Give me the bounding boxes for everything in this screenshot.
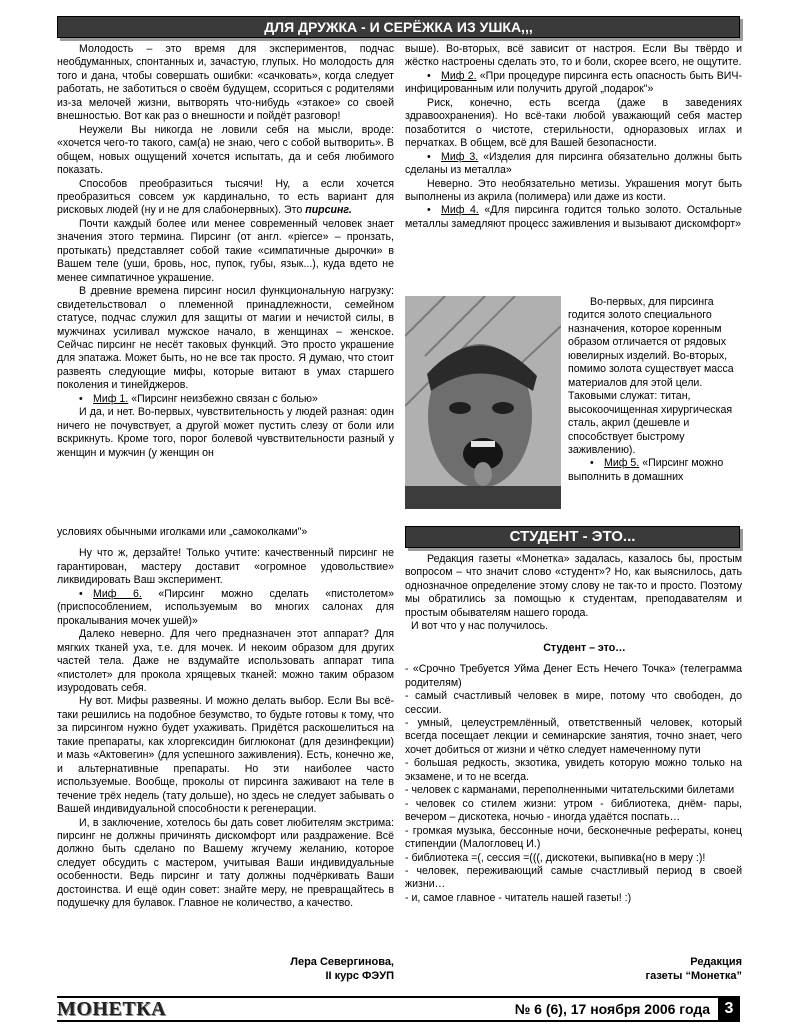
article-title-banner: ДЛЯ ДРУЖКА - И СЕРЁЖКА ИЗ УШКА,,, (57, 16, 740, 38)
list-item: - умный, целеустремлённый, ответственный человек, который всегда посещает лекции и семинарские занятия, точно знает, чего хочет добиться от жизни и чётко следует намеченному пути (405, 716, 742, 756)
list-item: - и, самое главное - читатель нашей газеты! :) (405, 891, 632, 904)
myth-heading: • Миф 3. «Изделия для пирсинга обязательно должны быть сделаны из металла» (405, 150, 742, 177)
myth-heading: • Миф 2. «При процедуре пирсинга есть опасность быть ВИЧ-инфицированным или получить другой „подарок"» (405, 69, 742, 96)
article-photo (405, 296, 561, 509)
paragraph: В древние времена пирсинг носил функциональную нагрузку: свидетельствовал о племенной принадлежности, семейном статусе, подчас служил для защиты от магии и нечистой силы, в мужчинах усиливал мужское начало, в женщинах – женское. Сейчас пирсинг не несёт таковых функций. Это просто украшение для эпатажа. Может быть, но не все так просто. Я думаю, что стоит развеять следующие мифы, которые витают в умах старшего поколения и тинейджеров. (57, 285, 394, 392)
paragraph: И да, и нет. Во-первых, чувствительность у людей разная: один ничего не почувствует, а другой может пустить слезу от боли или вскрикнуть. Кроме того, порог болевой чувствительности разный у женщин и мужчин (у женщин он (57, 406, 394, 459)
bullet-icon: • (590, 457, 594, 470)
issue-info: № 6 (6), 17 ноября 2006 года (514, 1001, 710, 1017)
paragraph: условиях обычными иголками или „самоколками"» (57, 526, 308, 538)
bullet-icon: • (79, 587, 83, 600)
bullet-icon: • (427, 150, 431, 163)
student-section-banner: СТУДЕНТ - ЭТО... (405, 526, 740, 548)
paragraph: Далеко неверно. Для чего предназначен этот аппарат? Для мягких тканей уха, т.е. для мочек. И некоим образом для других частей тела. Даже не вздумайте использовать аппарат типа «пистолет» для прокола хрящевых тканей: можно таким образом изуродовать себя. (57, 628, 394, 694)
photo-image (405, 296, 561, 509)
paragraph: Редакция газеты «Монетка» задалась, казалось бы, простым вопросом – что значит слово «студент»? Но, как выяснилось, дать однозначное определение этому слову не так-то и просто. Поэтому мы обратились за помощью к студентам, преподавателям и простым обывателям нашего города. (405, 553, 742, 619)
paragraph: Неверно. Это необязательно метизы. Украшения могут быть выполнены из акрила (полимера) или даже из кости. (405, 177, 742, 203)
editorial-signature: Редакция газеты “Монетка” (645, 956, 742, 982)
left-column-continued (57, 526, 394, 911)
paragraph: Во-первых, для пирсинга годится золото специального назначения, которое коренным образом отличается от рядовых ювелирных изделий. Во-вторых, помимо золота существует масса материалов для этой цели. Таковыми служат: титан, высокоочищенная хирургическая сталь, акрил (дешевле и способствует быстрому заживлению). (568, 296, 734, 456)
list-item: - библиотека =(, сессия =(((, дискотеки, выпивка(но в меру :)! (405, 851, 706, 864)
right-column (405, 43, 742, 231)
bullet-icon: • (427, 204, 431, 217)
paragraph: Ну вот. Мифы развеяны. И можно делать выбор. Если Вы всё-таки решились на подобное безумство, то будьте готовы к тому, что за пирсингом нужно будет ухаживать. Придётся раскошелиться на такие препараты, как хлоргексидин биглюконат (для дезинфекции) и мазь «Актовегин» (для успешного заживления). Есть, конечно же, и альтернативные препараты. Но эти наиболее часто используемые. Вообще, проколы от пирсинга заживают на теле в течение трёх недель (тату дольше), но здесь не следует забывать о Вашей индивидуальной способности к регенерации. (57, 695, 394, 816)
paragraph: выше). Во-вторых, всё зависит от настроя. Если Вы твёрдо и жёстко настроены сделать это, то и боли, скорее всего, не ощутите. (405, 43, 742, 69)
list-item: - большая редкость, экзотика, увидеть которую можно только на экзамене, и то не всегда. (405, 757, 742, 783)
paragraph: И вот что у нас получилось. (411, 620, 549, 633)
myth-heading: • Миф 6. «Пирсинг можно сделать «пистолетом» (приспособлением, используемым во многих салонах для прокалывания мочек ушей)» (57, 587, 394, 627)
newspaper-logo: МОНЕТКА (57, 998, 167, 1020)
list-item: - человек с карманами, переполненными читательскими билетами (405, 784, 735, 797)
paragraph: Неужели Вы никогда не ловили себя на мысли, вроде: «хочется чего-то такого, сам(а) не знаю, чего с собой вытворить». В общем, новых ощущений хочется испытать, да и себя любимого показать. (57, 123, 394, 177)
paragraph: И, в заключение, хотелось бы дать совет любителям экстрима: пирсинг не должны причинять дискомфорт или раздражение. Всё должно быть сделано по Вашему жгучему желанию, которое следует обсудить с мастером, учитывая Ваши индивидуальные особенности. Ведь пирсинг и тату должны подчёркивать Ваши достоинства. И ещё один совет: знайте меру, не превращайтесь в подушечку для булавок. Главное не количество, а качество. (57, 816, 394, 910)
left-column (57, 43, 394, 460)
author-signature: Лера Севергинова, II курс ФЭУП (290, 956, 394, 982)
myth-heading: • Миф 5. «Пирсинг можно выполнить в домашних (568, 457, 724, 483)
myth-heading: • Миф 1. «Пирсинг неизбежно связан с болью» (79, 392, 318, 405)
right-column-beside-photo (568, 296, 742, 484)
list-item: - громкая музыка, бессонные ночи, бесконечные рефераты, конец стипендии (Малогловец И.) (405, 824, 742, 851)
list-item: - «Срочно Требуется Уйма Денег Есть Нечего Точка» (телеграмма родителям) (405, 663, 742, 689)
page-number: 3 (718, 998, 740, 1020)
myth-heading: • Миф 4. «Для пирсинга годится только золото. Остальные металлы замедляют процесс заживления и вызывают дискомфорт» (405, 204, 742, 230)
student-subtitle: Студент – это… (543, 641, 626, 654)
paragraph: Способов преобразиться тысячи! Ну, а если хочется преобразиться совсем уж кардинально, то есть вариант для рисковых людей (ну и не для слабонервных). Это пирсинг. (57, 177, 394, 217)
list-item: - человек, переживающий самые счастливый период в своей жизни… (405, 864, 742, 891)
student-column (405, 553, 742, 905)
bullet-icon: • (427, 69, 431, 82)
paragraph: Риск, конечно, есть всегда (даже в заведениях здравоохранения). Но всё-таки любой уважающий себя мастер позаботится о чистоте, стерильности, одноразовых иглах и перчатках. В общем, всё для Вашей безопасности. (405, 96, 742, 150)
paragraph: Ну что ж, дерзайте! Только учтите: качественный пирсинг не гарантирован, мастеру доставит «огромное удовольствие» ликвидировать Ваш эксперимент. (57, 547, 394, 587)
page-footer (57, 996, 740, 1022)
paragraph: Молодость – это время для экспериментов, подчас необдуманных, спонтанных и, зачастую, глупых. Но молодость для того и дана, чтобы совершать ошибки: «сачковать», когда следует работать, не заботиться о своём будущем, ссориться с родителями из-за мелочей жизни, вытворять что-нибудь «этакое» со своей внешностью. Вот как раз о внешности и пойдёт разговор! (57, 43, 394, 123)
list-item: - самый счастливый человек в мире, потому что свободен, до сессии. (405, 690, 742, 716)
paragraph: Почти каждый более или менее современный человек знает значения этого термина. Пирсинг (от англ. «pierce» – пронзать, протыкать) представляет собой такие «симпатичные дырочки» в Вашем теле (уши, бровь, нос, пупок, губы, язык...), куда вдето не менее симпатичное украшение. (57, 217, 394, 284)
list-item: - человек со стилем жизни: утром - библиотека, днём- пары, вечером – дискотека, ночью - иногда удаётся поспать… (405, 797, 742, 824)
student-definitions-list (405, 663, 742, 905)
bullet-icon: • (79, 392, 83, 405)
